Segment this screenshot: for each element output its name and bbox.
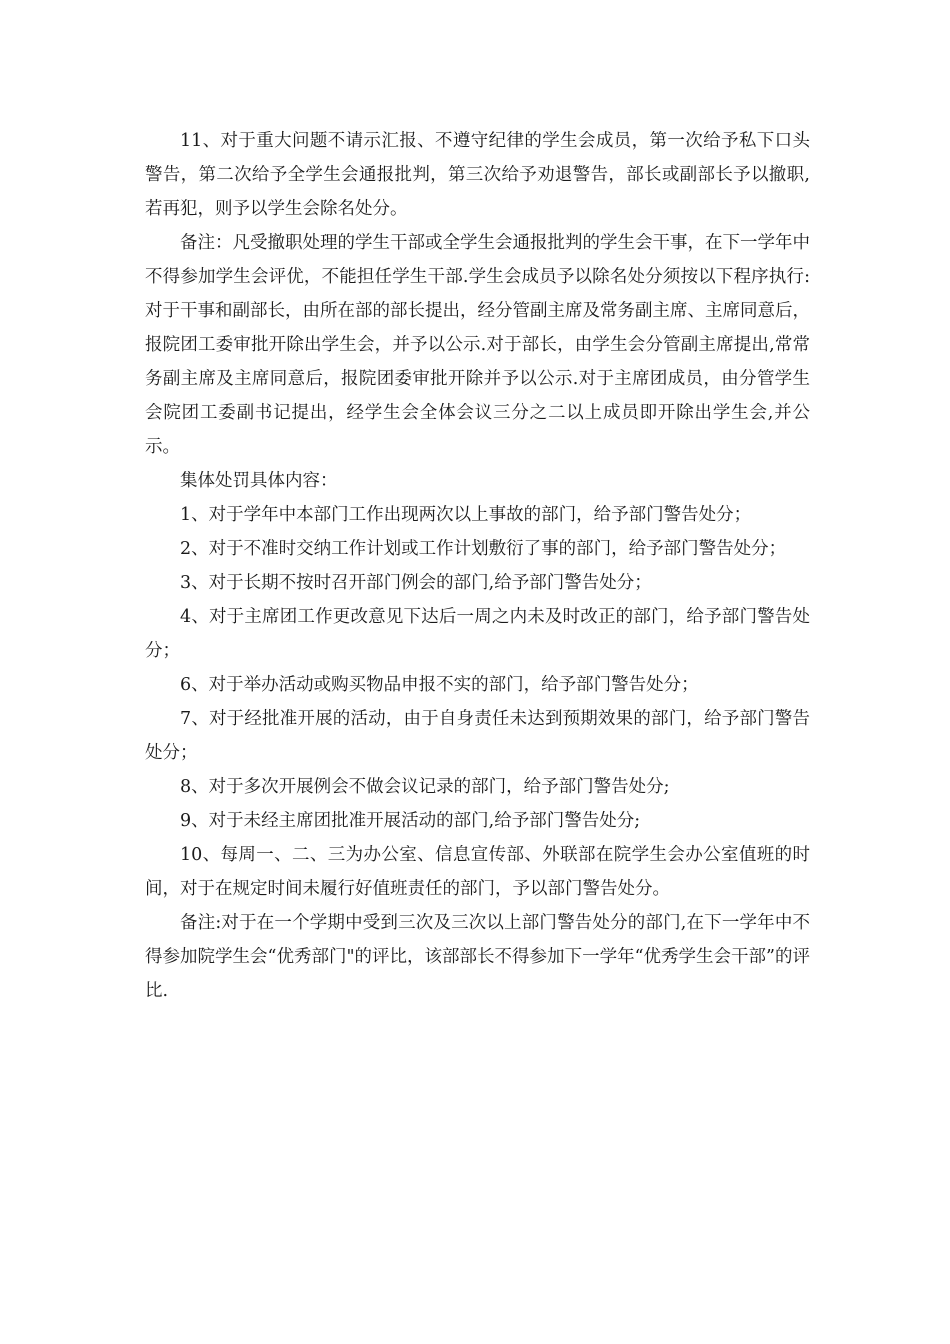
paragraph-collective-8: 8、对于多次开展例会不做会议记录的部门，给予部门警告处分; (180, 777, 670, 797)
paragraph-collective-1: 1、对于学年中本部门工作出现两次以上事故的部门，给予部门警告处分； (180, 505, 752, 525)
paragraph-collective-heading: 集体处罚具体内容： (180, 471, 338, 491)
paragraph-collective-4: 4、对于主席团工作更改意见下达后一周之内未及时改正的部门，给予部门警告处分； (145, 607, 810, 661)
paragraph-collective-6: 6、对于举办活动或购买物品申报不实的部门，给予部门警告处分； (180, 675, 699, 695)
paragraph-collective-3: 3、对于长期不按时召开部门例会的部门,给予部门警告处分； (180, 573, 652, 593)
paragraph-note-dismissal: 备注：凡受撤职处理的学生干部或全学生会通报批判的学生会干事，在下一学年中不得参加学生会评优，不能担任学生干部.学生会成员予以除名处分须按以下程序执行:对于干事和副部长，由所在部的部长提出，经分管副主席及常务副主席、主席同意后，报院团工委审批开除出学生会，并予以公示.对于部长，由学生会分管副主席提出,常常务副主席及主席同意后，报院团委审批开除并予以公示.对于主席团成员，由分管学生会院团工委副书记提出，经学生会全体会议三分之二以上成员即开除出学生会,并公示。 (145, 233, 810, 457)
document-body (145, 124, 810, 1008)
paragraph-collective-10: 10、每周一、二、三为办公室、信息宣传部、外联部在院学生会办公室值班的时间，对于在规定时间未履行好值班责任的部门，予以部门警告处分。 (145, 845, 810, 899)
paragraph-collective-7: 7、对于经批准开展的活动，由于自身责任未达到预期效果的部门，给予部门警告处分； (145, 709, 810, 763)
paragraph-rule-11: 11、对于重大问题不请示汇报、不遵守纪律的学生会成员，第一次给予私下口头警告，第二次给予全学生会通报批判，第三次给予劝退警告，部长或副部长予以撤职,若再犯，则予以学生会除名处分。 (145, 131, 810, 219)
paragraph-note-department: 备注:对于在一个学期中受到三次及三次以上部门警告处分的部门,在下一学年中不得参加院学生会“优秀部门"的评比，该部部长不得参加下一学年“优秀学生会干部”的评比. (145, 913, 810, 1001)
paragraph-collective-2: 2、对于不准时交纳工作计划或工作计划敷衍了事的部门，给予部门警告处分； (180, 539, 787, 559)
paragraph-collective-9: 9、对于未经主席团批准开展活动的部门,给予部门警告处分; (180, 811, 641, 831)
